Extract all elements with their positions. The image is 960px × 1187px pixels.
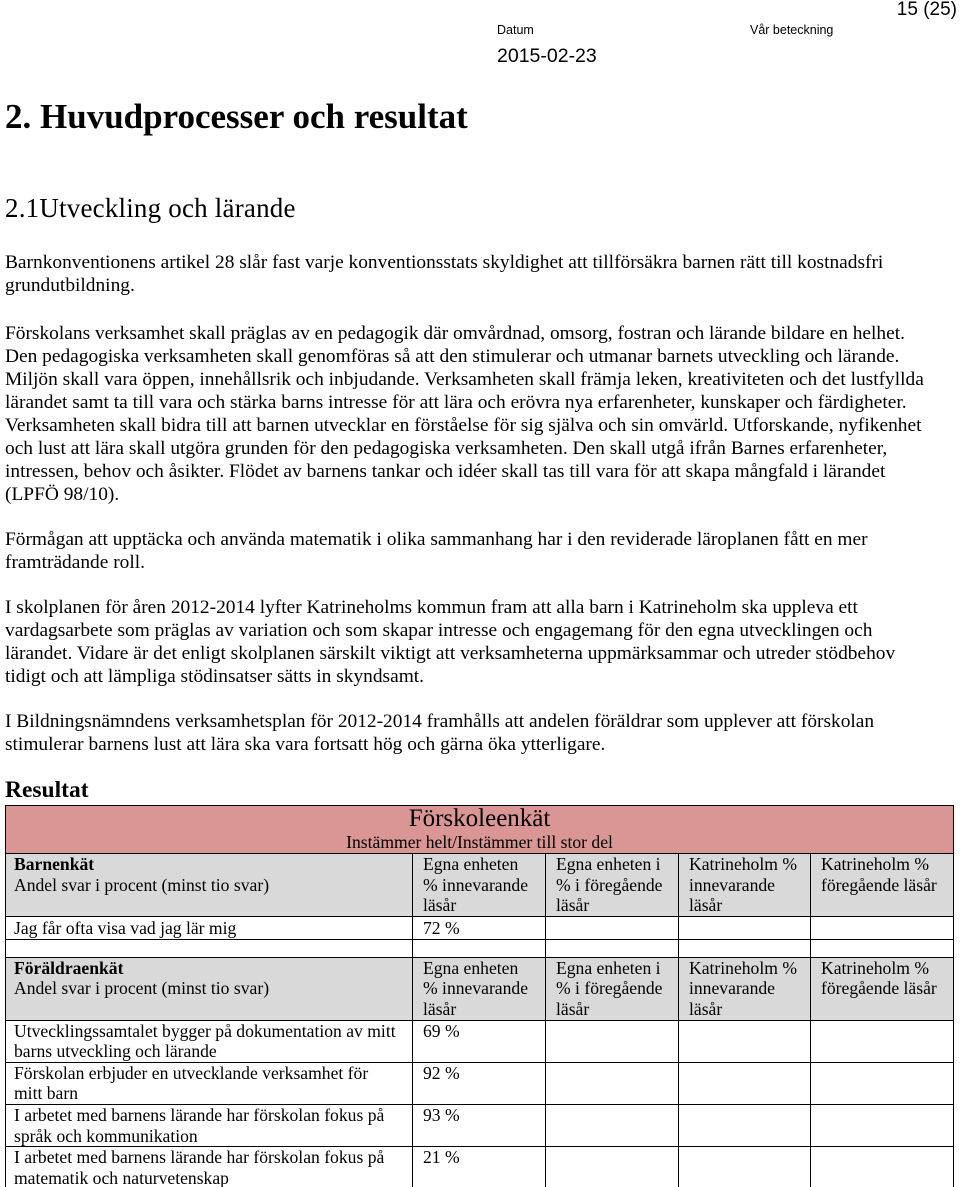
column-header-line: % innevarande <box>423 874 529 895</box>
value-current-unit <box>413 1020 546 1062</box>
paragraph-line: (LPFÖ 98/10). <box>5 484 120 505</box>
column-header-current-unit <box>413 957 546 1020</box>
column-header-line: läsår <box>423 998 457 1019</box>
empty-cell <box>811 916 954 939</box>
column-header-line: Egna enheten <box>423 854 519 874</box>
section-heading: 2. Huvudprocesser och resultat <box>5 97 468 136</box>
value-current-unit <box>413 1147 546 1187</box>
value-text: 21 % <box>423 1147 460 1168</box>
column-header-previous-unit <box>546 957 679 1020</box>
results-title: Resultat <box>5 777 89 803</box>
question-cell <box>6 916 413 939</box>
column-header-line: Katrineholm % <box>689 957 797 978</box>
section-label-cell <box>6 957 413 1020</box>
page-number: 15 (25) <box>896 0 957 20</box>
empty-cell <box>546 1062 679 1104</box>
survey-results-table <box>5 805 954 1187</box>
table-row <box>6 1147 954 1187</box>
column-header-line: Katrineholm % <box>821 854 929 874</box>
question-line: Jag får ofta visa vad jag lär mig <box>14 917 237 938</box>
question-cell <box>6 1104 413 1146</box>
question-cell <box>6 1062 413 1104</box>
survey-section-header <box>6 957 954 1020</box>
survey-name: Barnenkät <box>14 854 95 874</box>
date-value: 2015-02-23 <box>497 45 597 67</box>
column-header-line: Egna enheten i <box>556 854 661 874</box>
empty-cell <box>546 1104 679 1146</box>
paragraph-line: I Bildningsnämndens verksamhetsplan för 2012-2014 framhålls att andelen föräldrar som upplever att förskolan <box>5 711 875 732</box>
subsection-heading: 2.1Utveckling och lärande <box>5 193 296 223</box>
question-line: barns utveckling och lärande <box>14 1041 217 1062</box>
value-current-unit <box>413 1062 546 1104</box>
column-header-line: Katrineholm % <box>689 854 797 874</box>
column-header-line: läsår <box>689 895 723 916</box>
value-text: 72 % <box>423 917 460 938</box>
empty-cell <box>6 939 413 957</box>
paragraph-line: framträdande roll. <box>5 552 145 573</box>
column-header-line: läsår <box>689 998 723 1019</box>
empty-cell <box>811 1020 954 1062</box>
value-text: 93 % <box>423 1104 460 1125</box>
value-text: 69 % <box>423 1020 460 1041</box>
empty-cell <box>546 939 679 957</box>
table-title: Förskoleenkät <box>408 805 551 832</box>
paragraph <box>5 710 874 756</box>
empty-cell <box>413 939 546 957</box>
survey-name: Föräldraenkät <box>14 957 124 978</box>
paragraph-line: och lust att lära skall utgöra grunden för den pedagogiska verksamheten. Den skall utgå ifrån Barnes erfarenheter, <box>5 438 888 459</box>
empty-cell <box>546 916 679 939</box>
column-header-line: innevarande <box>689 978 775 999</box>
paragraph <box>5 322 924 506</box>
empty-cell <box>546 1020 679 1062</box>
date-label: Datum <box>497 23 534 37</box>
empty-cell <box>811 1062 954 1104</box>
paragraph-line: intressen, behov och åsikter. Flödet av barnens tankar och idéer skall tas till vara för att skapa mångfald i lärandet <box>5 461 886 482</box>
spacer-row <box>6 939 954 957</box>
empty-cell <box>679 1020 811 1062</box>
paragraph-line: Barnkonventionens artikel 28 slår fast varje konventionsstats skyldighet att tillförsäkra barnen rätt till kostnadsfri <box>5 252 884 273</box>
empty-cell <box>546 1147 679 1187</box>
paragraph-line: vardagsarbete som präglas av variation och som skapar intresse och engagemang för den egna utvecklingen och <box>5 620 873 641</box>
column-header-line: Katrineholm % <box>821 957 929 978</box>
empty-cell <box>811 939 954 957</box>
column-header-line: läsår <box>556 998 590 1019</box>
value-text: 92 % <box>423 1062 460 1083</box>
paragraph-line: lärandet. Vidare är det enligt skolplanen särskilt viktigt att verksamheterna uppmärksammar och utreder stödbehov <box>5 643 896 664</box>
column-header-line: % innevarande <box>423 978 529 999</box>
table-title-row <box>6 806 954 854</box>
paragraph <box>5 251 883 297</box>
column-header-line: föregående läsår <box>821 978 937 999</box>
paragraph-line: stimulerar barnens lust att lära ska vara fortsatt hög och gärna öka ytterligare. <box>5 734 606 755</box>
survey-section-header <box>6 854 954 917</box>
empty-cell <box>679 1104 811 1146</box>
column-header-previous-unit <box>546 854 679 917</box>
column-header-line: Egna enheten <box>423 957 519 978</box>
question-line: mitt barn <box>14 1083 79 1104</box>
empty-cell <box>811 1147 954 1187</box>
column-header-line: föregående läsår <box>821 874 937 895</box>
paragraph-line: lärandet samt ta till vara och stärka barns intresse för att lära och erövra nya erfarenheter, kunskaper och färdigheter. <box>5 392 907 413</box>
question-line: Utvecklingssamtalet bygger på dokumentation av mitt <box>14 1020 396 1041</box>
paragraph-line: I skolplanen för åren 2012-2014 lyfter Katrineholms kommun fram att alla barn i Katrineholm ska uppleva ett <box>5 597 858 618</box>
question-line: I arbetet med barnens lärande har förskolan fokus på <box>14 1104 385 1125</box>
column-header-line: läsår <box>423 895 457 916</box>
paragraph-line: tidigt och att lämpliga stödinsatser sätts in skyndsamt. <box>5 666 425 687</box>
survey-subtitle: Andel svar i procent (minst tio svar) <box>14 978 270 999</box>
question-cell <box>6 1020 413 1062</box>
reference-label: Vår beteckning <box>750 23 834 37</box>
column-header-municipality-previous <box>811 957 954 1020</box>
table-row <box>6 916 954 939</box>
survey-subtitle: Andel svar i procent (minst tio svar) <box>14 874 270 895</box>
paragraph <box>5 596 895 688</box>
paragraph-line: Verksamheten skall bidra till att barnen utvecklar en förståelse för sig själva och sin omvärld. Utforskande, nyfikenhet <box>5 415 922 436</box>
question-line: Förskolan erbjuder en utvecklande verksamhet för <box>14 1062 369 1083</box>
section-label-cell <box>6 854 413 917</box>
question-line: I arbetet med barnens lärande har förskolan fokus på <box>14 1147 385 1168</box>
paragraph-line: Den pedagogiska verksamheten skall genomföras så att den stimulerar och utmanar barnets utveckling och lärande. <box>5 346 900 367</box>
column-header-municipality-current <box>679 854 811 917</box>
table-row <box>6 1062 954 1104</box>
table-subtitle: Instämmer helt/Instämmer till stor del <box>346 832 613 852</box>
empty-cell <box>679 1062 811 1104</box>
empty-cell <box>679 916 811 939</box>
paragraph-line: Miljön skall vara öppen, innehållsrik och inbjudande. Verksamheten skall främja leken, kreativiteten och det lustfyllda <box>5 369 924 390</box>
table-row <box>6 1104 954 1146</box>
question-cell <box>6 1147 413 1187</box>
empty-cell <box>679 1147 811 1187</box>
column-header-line: Egna enheten i <box>556 957 661 978</box>
empty-cell <box>811 1104 954 1146</box>
value-current-unit <box>413 916 546 939</box>
paragraph <box>5 528 868 574</box>
column-header-current-unit <box>413 854 546 917</box>
question-line: språk och kommunikation <box>14 1125 198 1146</box>
column-header-municipality-previous <box>811 854 954 917</box>
table-title-cell <box>6 806 954 854</box>
value-current-unit <box>413 1104 546 1146</box>
column-header-line: % i föregående <box>556 978 663 999</box>
paragraph-line: Förskolans verksamhet skall präglas av en pedagogik där omvårdnad, omsorg, fostran och lärande bildare en helhet. <box>5 323 905 344</box>
paragraph-line: Förmågan att upptäcka och använda matematik i olika sammanhang har i den reviderade läroplanen fått en mer <box>5 529 868 550</box>
column-header-line: läsår <box>556 895 590 916</box>
table-row <box>6 1020 954 1062</box>
column-header-municipality-current <box>679 957 811 1020</box>
empty-cell <box>679 939 811 957</box>
column-header-line: % i föregående <box>556 874 663 895</box>
question-line: matematik och naturvetenskap <box>14 1167 229 1187</box>
paragraph-line: grundutbildning. <box>5 275 135 296</box>
column-header-line: innevarande <box>689 874 775 895</box>
